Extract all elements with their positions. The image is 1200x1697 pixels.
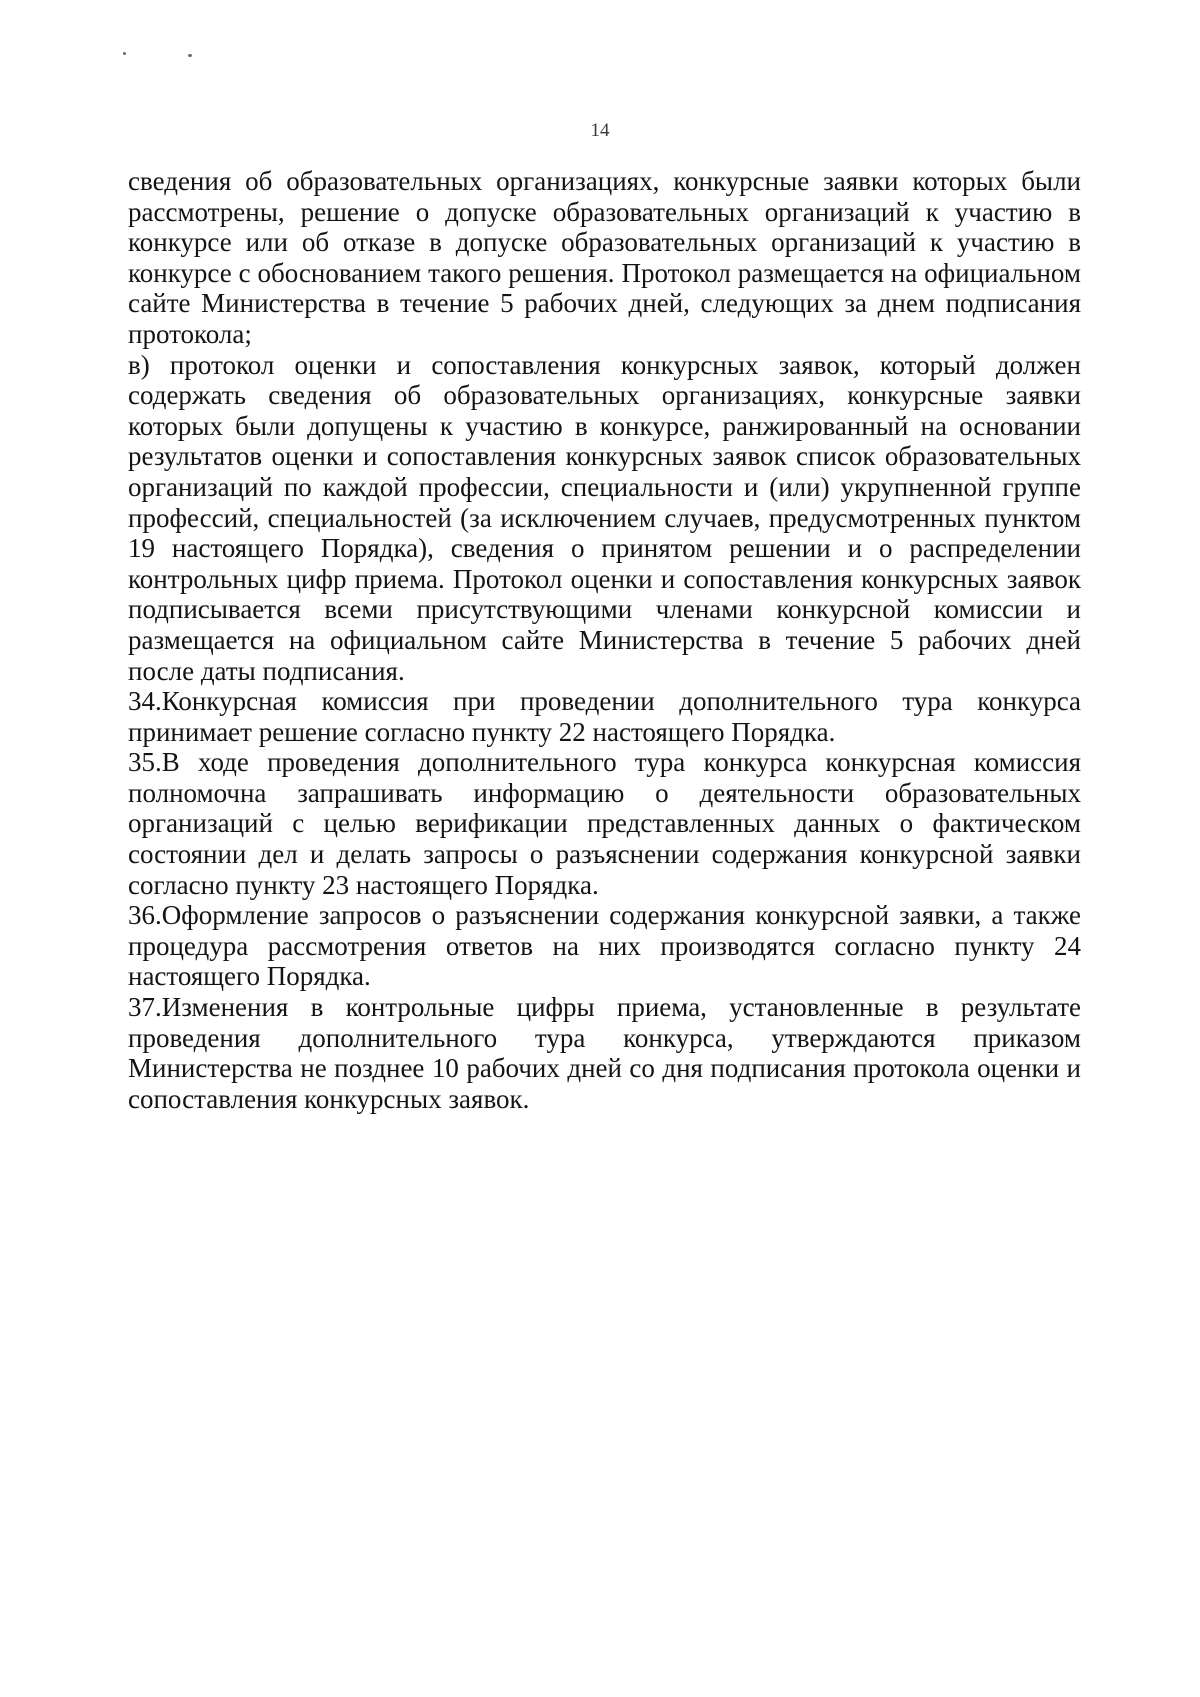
paragraph-item-v: в) протокол оценки и сопоставления конкурсных заявок, который должен содержать сведения об образовательных организациях, конкурсные заявки которых были допущены к участию в конкурсе, ранжированный на основании результатов оценки и сопоставления конкурсных заявок список образовательных организаций по каждой профессии, специальности и (или) укрупненной группе профессий, специальностей (за исключением случаев, предусмотренных пунктом 19 настоящего Порядка), сведения о принятом решении и о распределении контрольных цифр приема. Протокол оценки и сопоставления конкурсных заявок подписывается всеми присутствующими членами конкурсной комиссии и размещается на официальном сайте Министерства в течение 5 рабочих дней после даты подписания. <box>128 349 1081 686</box>
page-number: 14 <box>590 120 610 141</box>
scan-speck <box>123 52 126 55</box>
paragraph-37: 37.Изменения в контрольные цифры приема, установленные в результате проведения дополнительного тура конкурса, утверждаются приказом Министерства не позднее 10 рабочих дней со дня подписания протокола оценки и сопоставления конкурсных заявок. <box>128 992 1081 1114</box>
document-body <box>128 166 1081 1114</box>
paragraph-continuation: сведения об образовательных организациях, конкурсные заявки которых были рассмотрены, решение о допуске образовательных организаций к участию в конкурсе или об отказе в допуске образовательных организаций к участию в конкурсе с обоснованием такого решения. Протокол размещается на официальном сайте Министерства в течение 5 рабочих дней, следующих за днем подписания протокола; <box>128 166 1081 349</box>
paragraph-35: 35.В ходе проведения дополнительного тура конкурса конкурсная комиссия полномочна запрашивать информацию о деятельности образовательных организаций с целью верификации представленных данных о фактическом состоянии дел и делать запросы о разъяснении содержания конкурсной заявки согласно пункту 23 настоящего Порядка. <box>128 747 1081 900</box>
paragraph-36: 36.Оформление запросов о разъяснении содержания конкурсной заявки, а также процедура рассмотрения ответов на них производятся согласно пункту 24 настоящего Порядка. <box>128 900 1081 992</box>
scan-speck <box>188 54 192 57</box>
paragraph-34: 34.Конкурсная комиссия при проведении дополнительного тура конкурса принимает решение согласно пункту 22 настоящего Порядка. <box>128 686 1081 747</box>
